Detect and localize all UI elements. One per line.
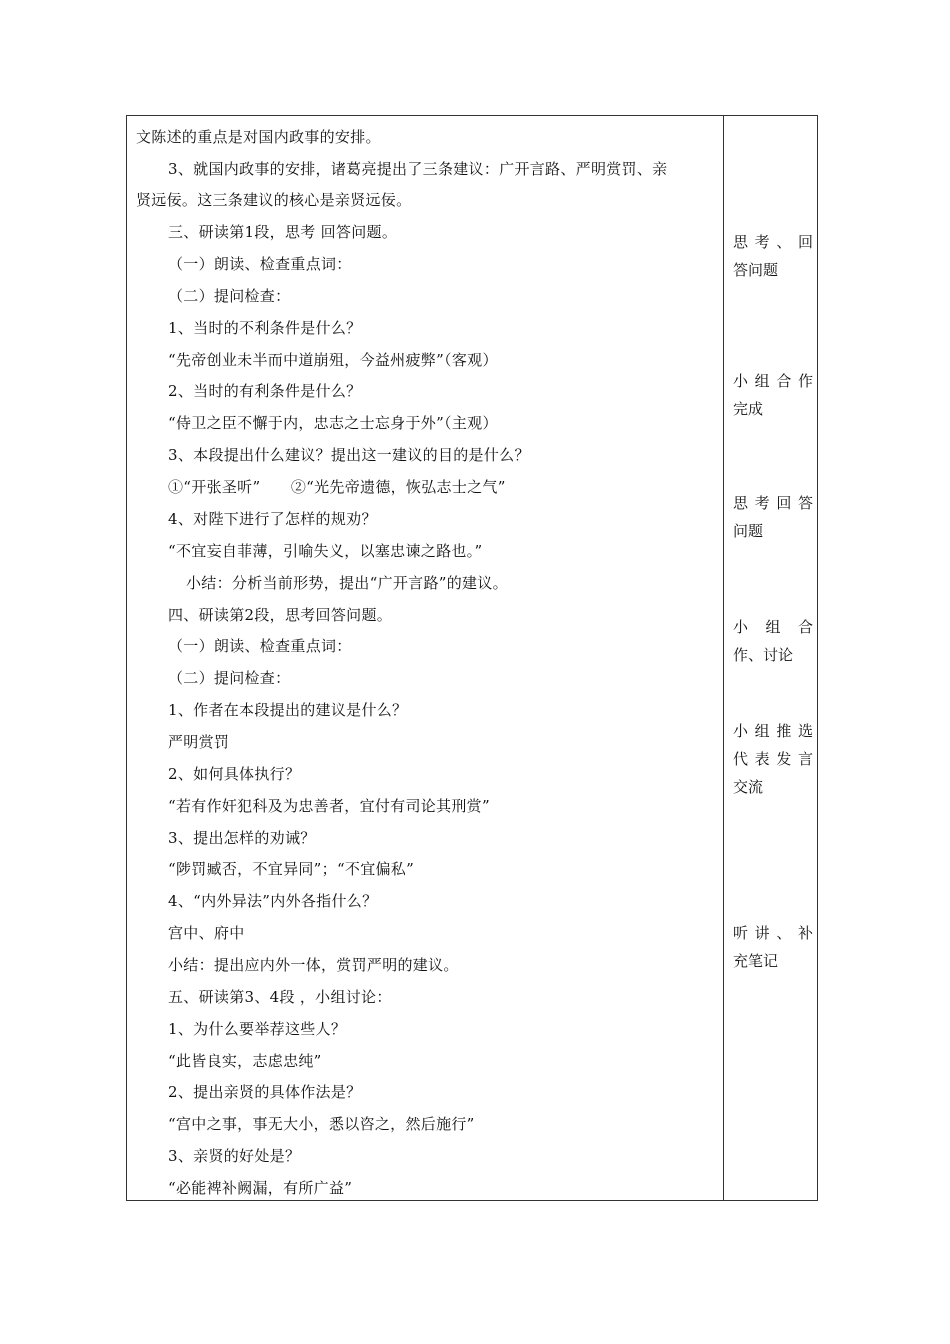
content-line: 3、亲贤的好处是？ [168, 1147, 301, 1165]
content-line: 4、对陛下进行了怎样的规劝？ [168, 510, 377, 528]
activity-note-line: 充笔记 [733, 952, 779, 970]
activity-note-line: 小 组 合 [733, 618, 813, 636]
content-line: “必能裨补阙漏，有所广益” [168, 1179, 353, 1197]
content-line: 2、提出亲贤的具体作法是？ [168, 1083, 362, 1101]
content-line: 三、研读第1段，思考 回答问题。 [168, 223, 398, 241]
content-line: （二）提问检查： [168, 669, 291, 687]
activity-note-line: 问题 [733, 522, 764, 540]
content-line: （一）朗读、检查重点词： [168, 255, 352, 273]
activity-note-line: 思考、回 [733, 233, 813, 251]
content-line: 四、研读第2段，思考回答问题。 [168, 606, 393, 624]
content-line: 五、研读第3、4段 ，小组讨论： [168, 988, 392, 1006]
content-line: “先帝创业未半而中道崩殂，今益州疲弊”（客观） [168, 351, 498, 369]
activity-note [733, 367, 813, 423]
content-line: 小结：提出应内外一体，赏罚严明的建议。 [168, 956, 459, 974]
content-line: 宫中、府中 [168, 924, 245, 942]
content-line: 2、当时的有利条件是什么？ [168, 382, 362, 400]
content-line: （一）朗读、检查重点词： [168, 637, 352, 655]
content-line: “若有作奸犯科及为忠善者，宜付有司论其刑赏” [168, 797, 490, 815]
activity-note-line: 思考回答 [733, 494, 813, 512]
content-line: ①“开张圣听” ②“光先帝遗德，恢弘志士之气” [168, 478, 506, 496]
content-line: 3、本段提出什么建议？提出这一建议的目的是什么？ [168, 446, 530, 464]
activity-note-line: 答问题 [733, 261, 779, 279]
activity-note [733, 919, 813, 975]
content-line: “陟罚臧否，不宜异同”；“不宜偏私” [168, 860, 415, 878]
content-line: 1、当时的不利条件是什么？ [168, 319, 362, 337]
content-line: 3、就国内政事的安排，诸葛亮提出了三条建议：广开言路、严明赏罚、亲 [168, 160, 668, 178]
content-line: 2、如何具体执行？ [168, 765, 301, 783]
content-line: 1、为什么要举荐这些人？ [168, 1020, 347, 1038]
content-line: “不宜妄自菲薄，引喻失义，以塞忠谏之路也。” [168, 542, 483, 560]
activity-note [733, 613, 813, 669]
activity-note [733, 717, 813, 801]
activity-note-line: 听讲、补 [733, 924, 813, 942]
content-line: “此皆良实，志虑忠纯” [168, 1052, 322, 1070]
content-line: 小结：分析当前形势，提出“广开言路”的建议。 [186, 574, 508, 592]
content-line: 严明赏罚 [168, 733, 230, 751]
content-line: 3、提出怎样的劝诫？ [168, 829, 316, 847]
content-line: “宫中之事，事无大小，悉以咨之，然后施行” [168, 1115, 475, 1133]
activity-note-line: 小组合作 [733, 372, 813, 390]
content-line: 文陈述的重点是对国内政事的安排。 [136, 128, 381, 146]
content-line: “侍卫之臣不懈于内，忠志之士忘身于外”（主观） [168, 414, 498, 432]
content-line: 1、作者在本段提出的建议是什么？ [168, 701, 408, 719]
activity-note-line: 小组推选 [733, 722, 813, 740]
column-divider [723, 115, 724, 1201]
activity-note-line: 代表发言 [733, 750, 813, 768]
activity-note-line: 完成 [733, 400, 764, 418]
content-line: 贤远佞。这三条建议的核心是亲贤远佞。 [136, 191, 412, 209]
activity-note [733, 228, 813, 284]
content-line: （二）提问检查： [168, 287, 291, 305]
activity-note-line: 交流 [733, 778, 764, 796]
content-line: 4、“内外异法”内外各指什么？ [168, 892, 378, 910]
activity-note [733, 489, 813, 545]
activity-note-line: 作、讨论 [733, 646, 794, 664]
